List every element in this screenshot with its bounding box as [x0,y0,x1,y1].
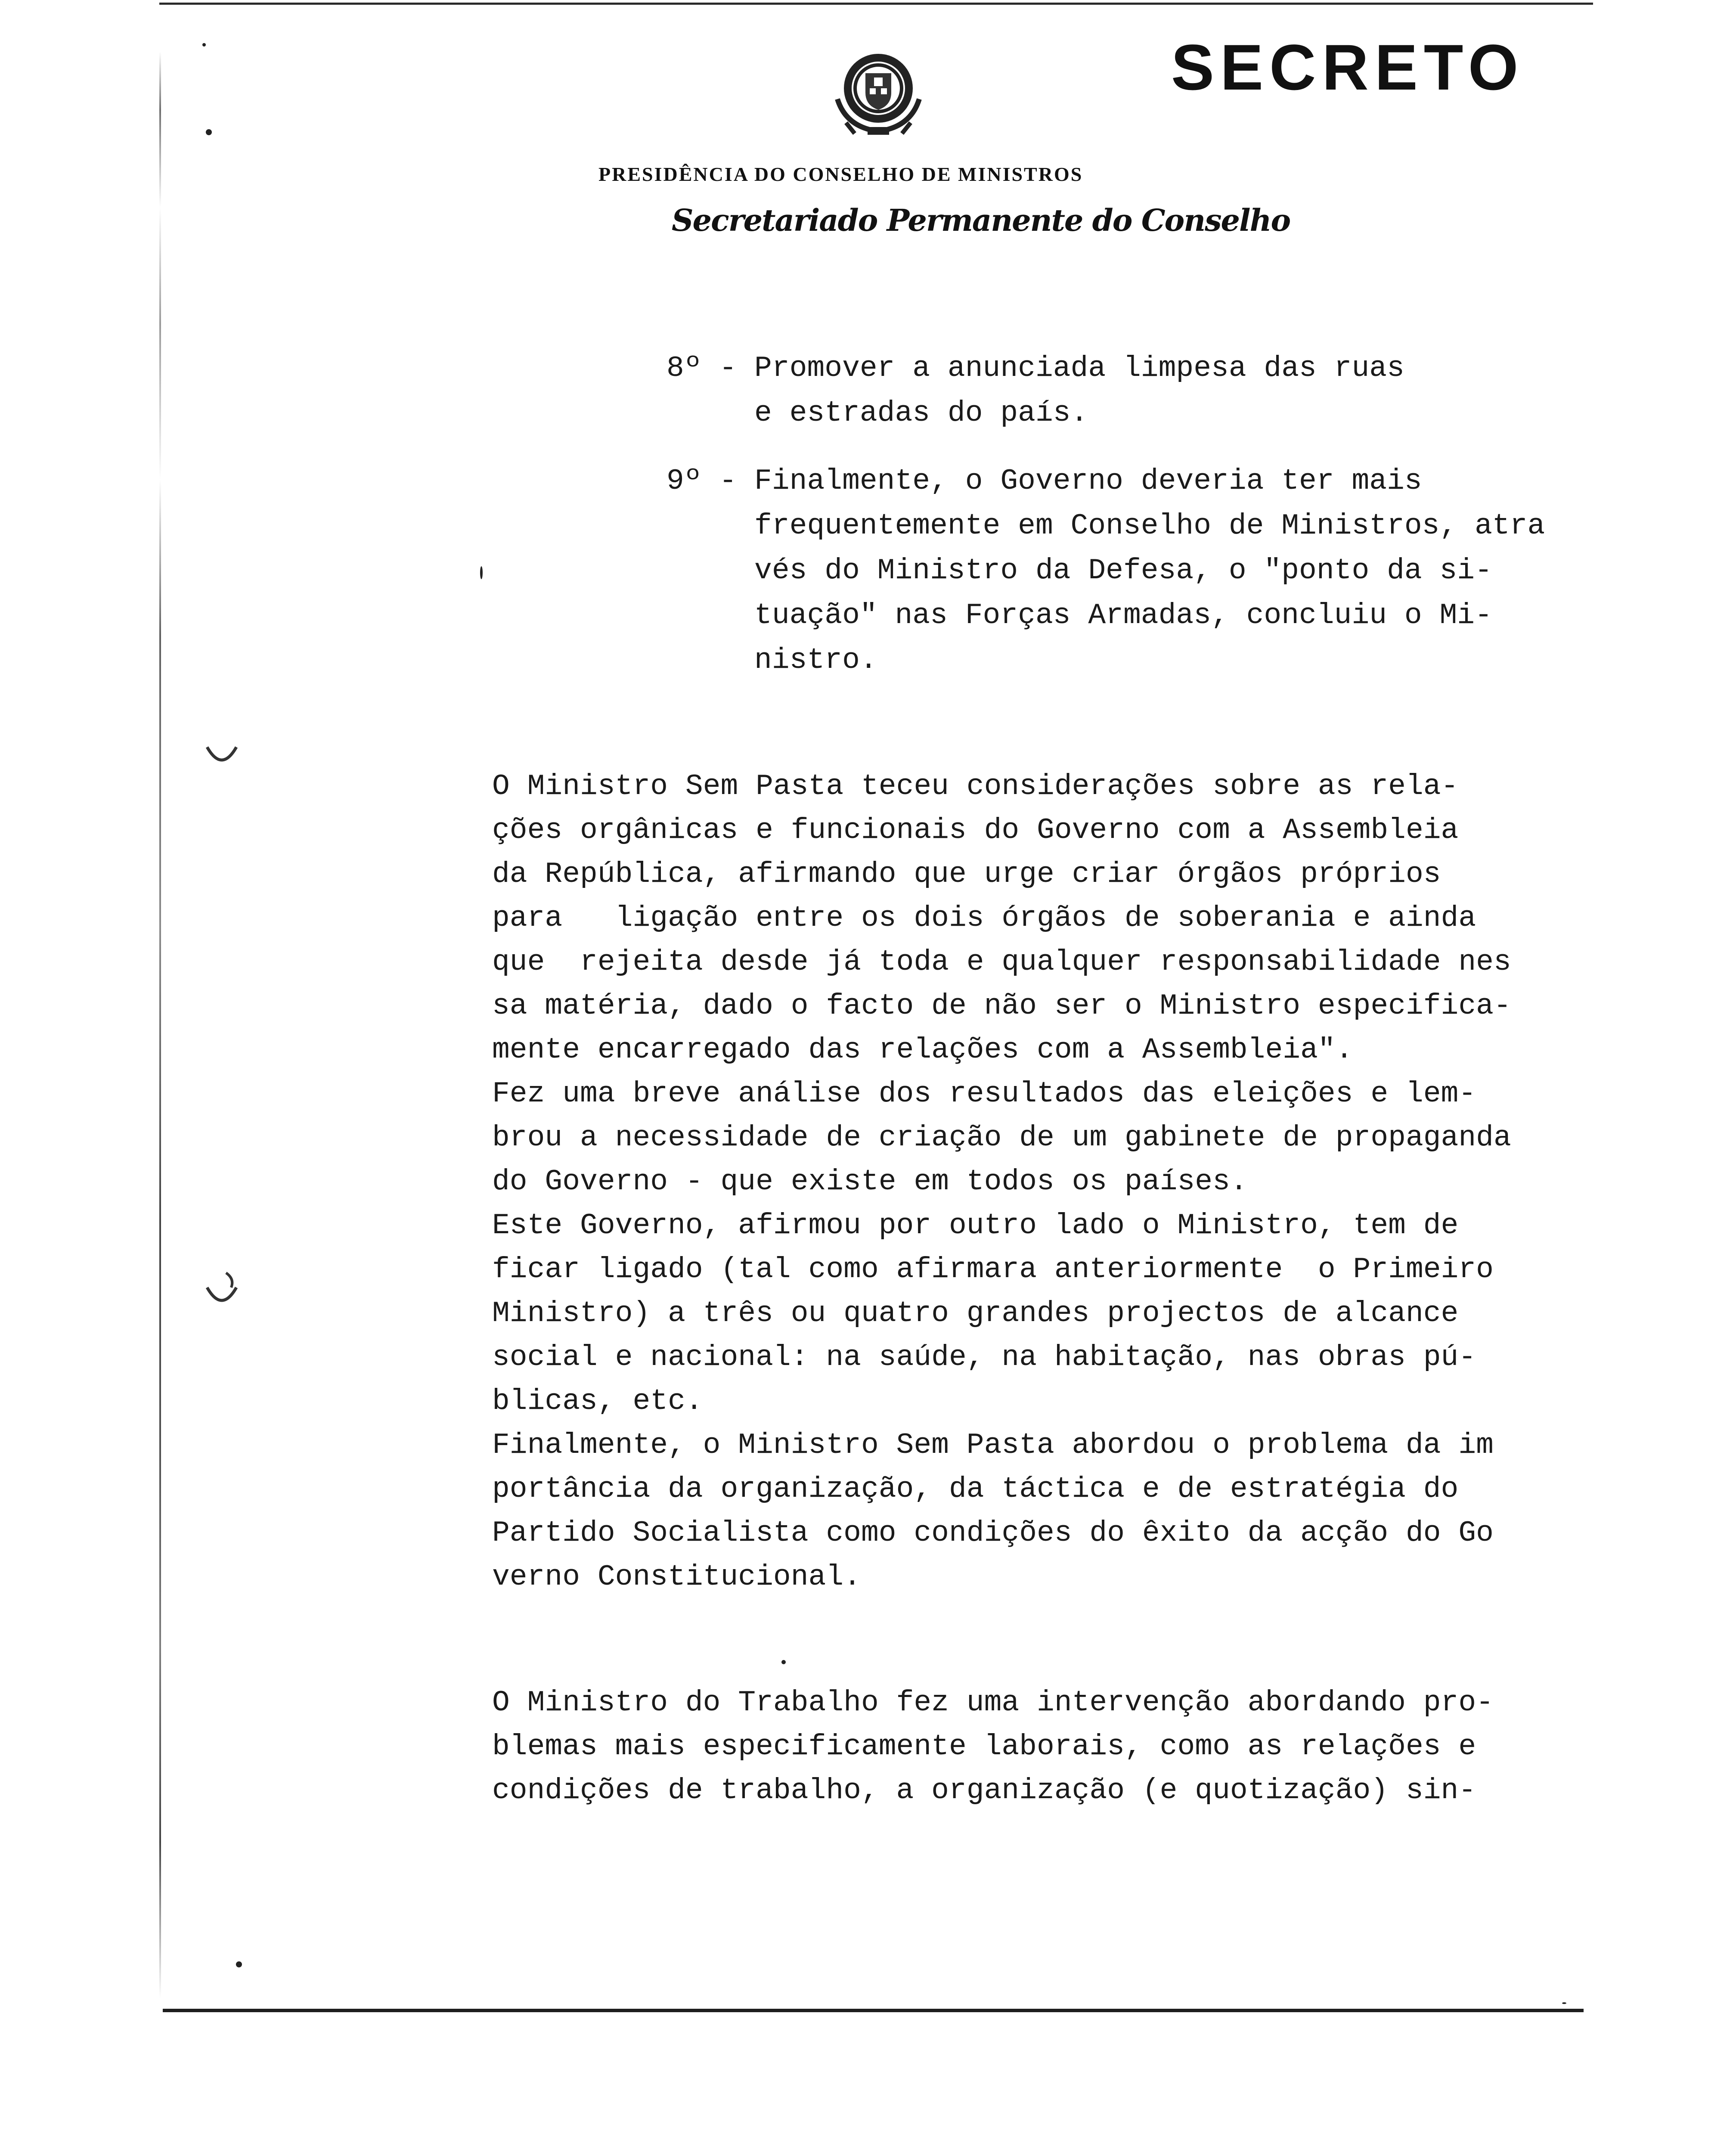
top-border-line [159,3,1593,5]
bottom-border-line [163,2009,1584,2012]
header-title: PRESIDÊNCIA DO CONSELHO DE MINISTROS [598,163,1083,185]
text-line: O Ministro Sem Pasta teceu considerações sobre as rela- [492,770,1459,803]
scan-speck [206,129,212,135]
punch-hole-icon [205,743,239,769]
scan-speck [202,43,206,47]
text-line: social e nacional: na saúde, na habitação, nas obras pú- [492,1341,1476,1374]
text-line: frequentemente em Conselho de Ministros, atra [666,509,1545,543]
text-line: blemas mais especificamente laborais, como as relações e [492,1730,1476,1763]
secret-stamp: SECRETO [1171,31,1525,103]
text-line: Ministro) a três ou quatro grandes projectos de alcance [492,1297,1459,1330]
text-line: ções orgânicas e funcionais do Governo com a Assembleia [492,814,1459,847]
text-line: e estradas do país. [666,397,1088,430]
text-line: nistro. [666,644,877,677]
text-line: da República, afirmando que urge criar órgãos próprios [492,858,1441,891]
text-line: sa matéria, dado o facto de não ser o Ministro especifica- [492,990,1511,1023]
text-line: 9º - Finalmente, o Governo deveria ter mais [666,465,1422,498]
scan-speck [781,1660,786,1664]
scan-speck [480,566,483,579]
text-line: 8º - Promover a anunciada limpesa das ruas [666,352,1404,385]
text-line: para ligação entre os dois órgãos de soberania e ainda [492,902,1476,935]
text-line: que rejeita desde já toda e qualquer responsabilidade nes [492,946,1511,979]
text-line: brou a necessidade de criação de um gabinete de propaganda [492,1121,1511,1154]
text-line: do Governo - que existe em todos os países. [492,1165,1248,1198]
coat-of-arms-icon [829,47,928,138]
text-line: O Ministro do Trabalho fez uma intervenção abordando pro- [492,1686,1494,1719]
text-line: verno Constitucional. [492,1560,861,1594]
text-line: portância da organização, da táctica e de estratégia do [492,1473,1459,1506]
text-line: Finalmente, o Ministro Sem Pasta abordou o problema da im [492,1429,1494,1462]
text-line: Este Governo, afirmou por outro lado o Ministro, tem de [492,1209,1459,1242]
text-line: mente encarregado das relações com a Assembleia". [492,1033,1353,1067]
text-line: Fez uma breve análise dos resultados das eleições e lem- [492,1077,1476,1111]
punch-hole-icon [205,1270,239,1309]
header-subtitle: Secretariado Permanente do Conselho [672,202,1290,238]
left-scan-edge [159,52,161,1998]
text-line: vés do Ministro da Defesa, o "ponto da si- [666,554,1492,587]
text-line: ficar ligado (tal como afirmara anteriormente o Primeiro [492,1253,1494,1286]
scan-speck [1562,2002,1566,2004]
text-line: Partido Socialista como condições do êxito da acção do Go [492,1517,1494,1550]
text-line: tuação" nas Forças Armadas, concluiu o Mi- [666,599,1492,632]
scan-speck [236,1961,242,1967]
text-line: condições de trabalho, a organização (e quotização) sin- [492,1774,1476,1807]
text-line: blicas, etc. [492,1385,703,1418]
